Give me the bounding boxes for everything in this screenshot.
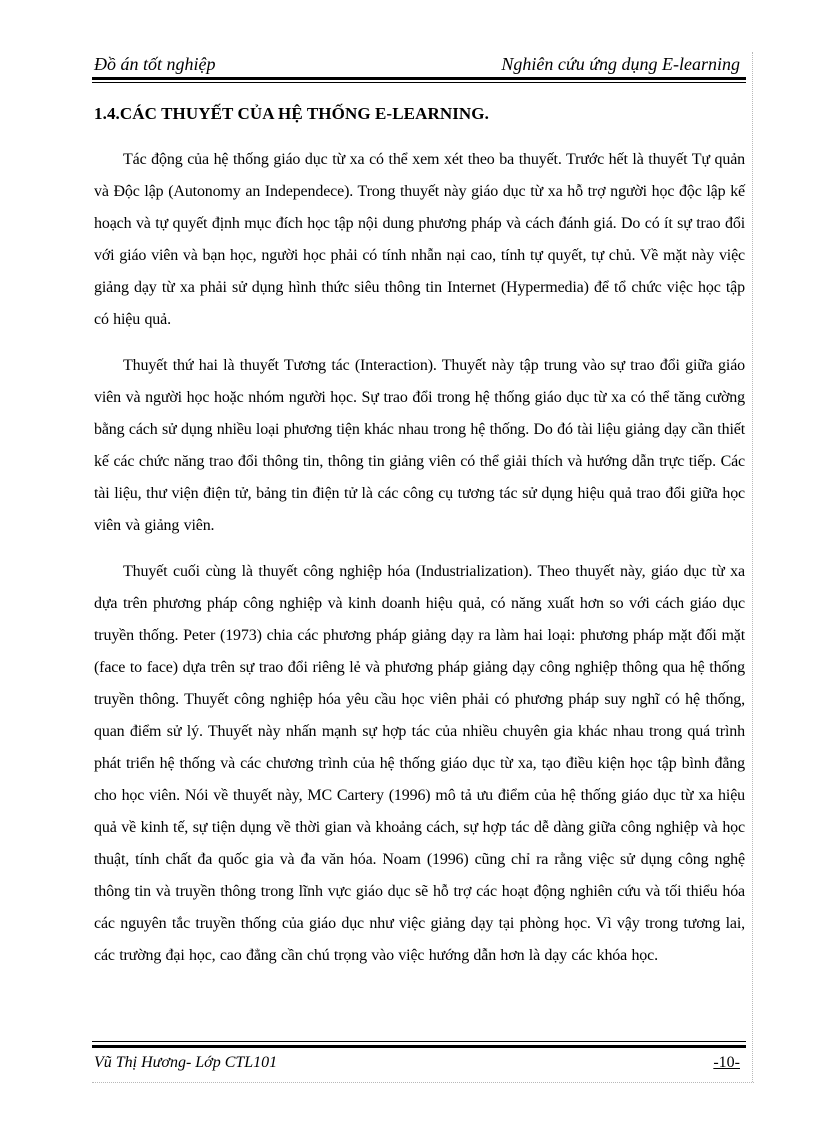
page-header [94,52,744,76]
footer-rule-thick [92,1045,746,1048]
paragraph-industrialization: Thuyết cuối cùng là thuyết công nghiệp hóa (Industrialization). Theo thuyết này, giáo dục từ xa dựa trên phương pháp công nghiệp và kinh doanh hiệu quả, có năng xuất hơn so với cách giáo dục truyền thống. Peter (1973) chia các phương pháp giảng dạy ra làm hai loại: phương pháp mặt đối mặt (face to face) dựa trên sự trao đổi riêng lẻ và phương pháp giảng dạy công nghiệp thông qua hệ thống truyền thông. Thuyết công nghiệp hóa yêu cầu học viên phải có phương pháp suy nghĩ có hệ thống, quan điểm sử lý. Thuyết này nhấn mạnh sự hợp tác của nhiều chuyên gia khác nhau trong quá trình phát triển hệ thống và các chương trình của hệ thống giáo dục từ xa, tạo điều kiện học tập bình đẳng cho học viên. Nói về thuyết này, MC Cartery (1996) mô tả ưu điểm của hệ thống giáo dục từ xa hiệu quả về kinh tế, sự tiện dụng về thời gian và khoảng cách, sự hợp tác dễ dàng giữa công nghiệp và học thuật, tính chất đa quốc gia và đa văn hóa. Noam (1996) cũng chỉ ra rằng việc sử dụng công nghệ thông tin và truyền thông trong lĩnh vực giáo dục sẽ hỗ trợ các hoạt động nghiên cứu và tối thiểu hóa các nguyên tắc truyền thống của giáo dục như việc giảng dạy tại phòng học. Vì vậy trong tương lai, các trường đại học, cao đẳng cần chú trọng vào việc hướng dẫn hơn là dạy các khóa học. [94,563,745,964]
body-text [94,144,745,986]
paragraph-autonomy: Tác động của hệ thống giáo dục từ xa có thể xem xét theo ba thuyết. Trước hết là thuyết Tự quản và Độc lập (Autonomy an Independece). Trong thuyết này giáo dục từ xa hỗ trợ người học độc lập kế hoạch và tự quyết định mục đích học tập nội dung phương pháp và cách đánh giá. Do có ít sự trao đổi với giáo viên và bạn học, người học phải có tính nhẫn nại cao, tính tự quyết, tự chủ. Về mặt này việc giảng dạy từ xa phải sử dụng hình thức siêu thông tin Internet (Hypermedia) để tổ chức việc học tập có hiệu quả. [94,151,745,328]
header-left-text: Đồ án tốt nghiệp [94,54,216,74]
header-rule-thin [92,82,746,83]
page-number: -10- [713,1054,740,1071]
section-title: 1.4.CÁC THUYẾT CỦA HỆ THỐNG E-LEARNING. [94,104,489,123]
header-right-text: Nghiên cứu ứng dụng E-learning [501,54,740,74]
paragraph-interaction: Thuyết thứ hai là thuyết Tương tác (Interaction). Thuyết này tập trung vào sự trao đổi giữa giáo viên và người học hoặc nhóm người học. Sự trao đổi trong hệ thống giáo dục từ xa có thể tăng cường bằng cách sử dụng nhiều loại phương tiện khác nhau trong hệ thống. Do đó tài liệu giảng dạy cần thiết kế các chức năng trao đổi thông tin, thông tin giảng viên có thể giải thích và hướng dẫn trực tiếp. Các tài liệu, thư viện điện tử, bảng tin điện tử là các công cụ tương tác sử dụng hiệu quả trao đổi giữa học viên và giảng viên. [94,357,745,534]
footer-author: Vũ Thị Hương- Lớp CTL101 [94,1054,278,1071]
header-rule-thick [92,77,746,80]
page-footer [94,1052,744,1076]
page-border-shadow-bottom [92,1082,754,1085]
footer-rule-thin [92,1041,746,1042]
page-border-shadow-right [752,52,755,1082]
